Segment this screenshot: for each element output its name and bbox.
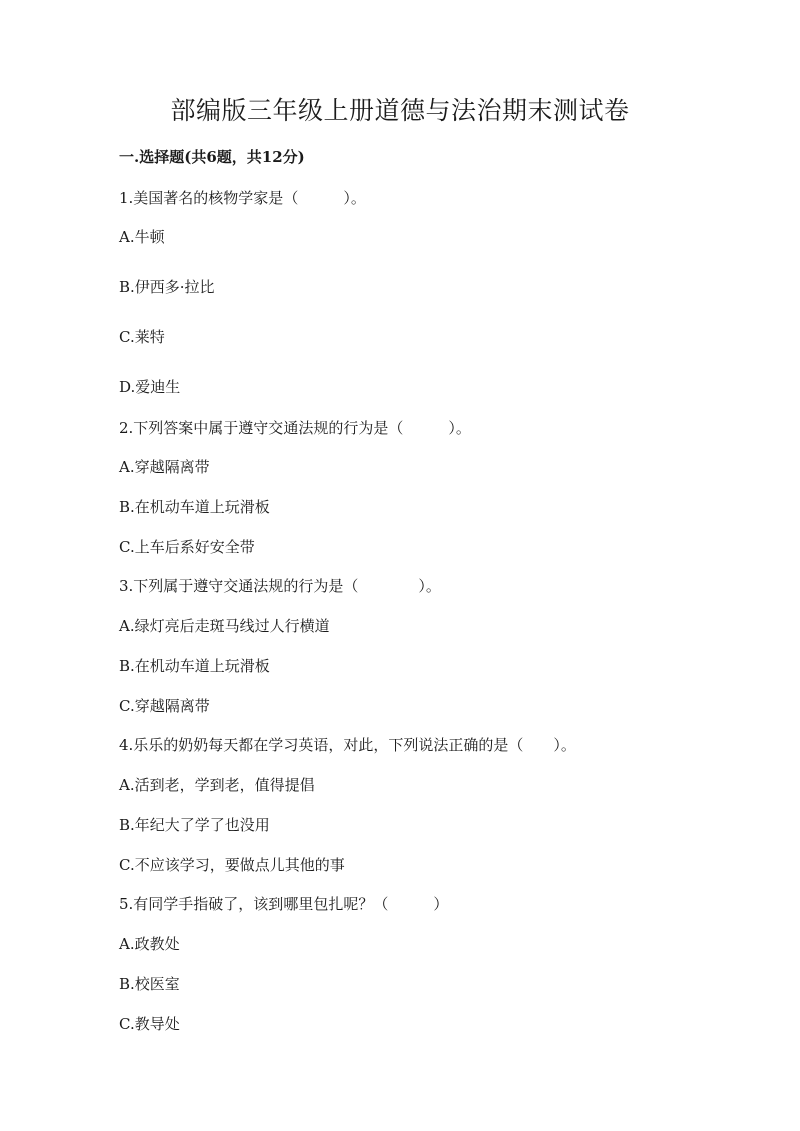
question-2: 2.下列答案中属于遵守交通法规的行为是（ ）。 xyxy=(119,419,471,437)
question-5: 5.有同学手指破了，该到哪里包扎呢？（ ） xyxy=(119,895,449,913)
option-5b: B.校医室 xyxy=(119,975,180,993)
option-1b: B.伊西多·拉比 xyxy=(119,278,215,296)
question-1: 1.美国著名的核物学家是（ ）。 xyxy=(119,189,366,207)
option-5a: A.政教处 xyxy=(119,935,180,953)
option-4c: C.不应该学习，要做点儿其他的事 xyxy=(119,856,345,874)
option-2a: A.穿越隔离带 xyxy=(119,458,210,476)
option-1c: C.莱特 xyxy=(119,328,165,346)
option-4a: A.活到老，学到老，值得提倡 xyxy=(119,776,315,794)
option-4b: B.年纪大了学了也没用 xyxy=(119,816,270,834)
option-1d: D.爱迪生 xyxy=(119,378,181,396)
page-title: 部编版三年级上册道德与法治期末测试卷 xyxy=(170,96,630,125)
section-heading: 一.选择题(共6题，共12分) xyxy=(119,148,305,166)
question-4: 4.乐乐的奶奶每天都在学习英语，对此，下列说法正确的是（ ）。 xyxy=(119,736,576,754)
option-1a: A.牛顿 xyxy=(119,228,165,246)
option-3a: A.绿灯亮后走斑马线过人行横道 xyxy=(119,617,330,635)
option-2c: C.上车后系好安全带 xyxy=(119,538,255,556)
option-2b: B.在机动车道上玩滑板 xyxy=(119,498,270,516)
option-3c: C.穿越隔离带 xyxy=(119,697,210,715)
option-3b: B.在机动车道上玩滑板 xyxy=(119,657,270,675)
question-3: 3.下列属于遵守交通法规的行为是（ ）。 xyxy=(119,577,441,595)
option-5c: C.教导处 xyxy=(119,1015,180,1033)
